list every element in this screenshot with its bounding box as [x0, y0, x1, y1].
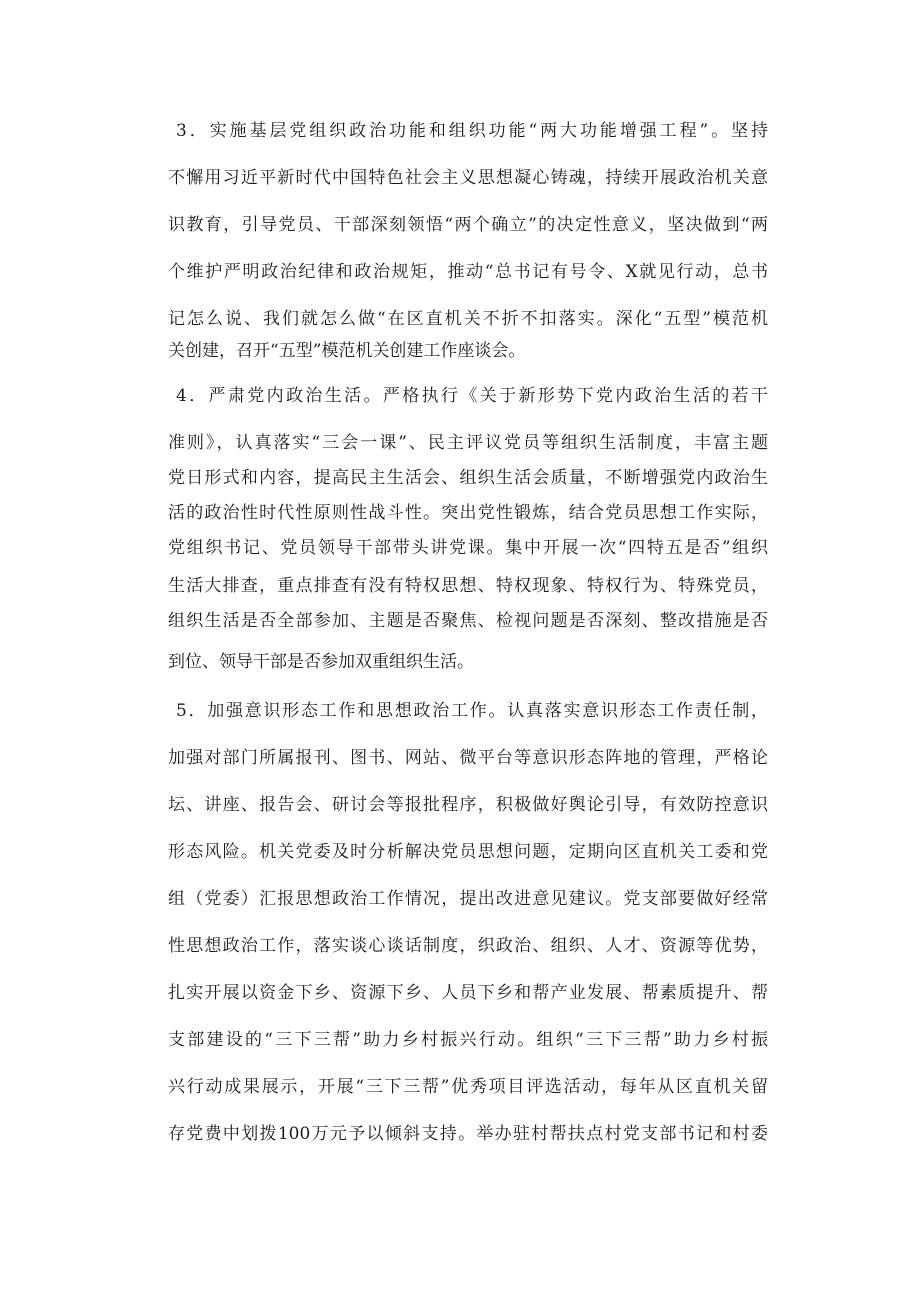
text-line: 组织生活是否全部参加、主题是否聚焦、检视问题是否深刻、整改措施是否 — [168, 611, 768, 631]
text-line: 形态风险。机关党委及时分析解决党员思想问题，定期向区直机关工委和党 — [168, 842, 768, 862]
text-line: 个维护严明政治纪律和政治规矩，推动“总书记有号令、X就见行动，总书 — [168, 262, 768, 282]
text-line: 4．严肃党内政治生活。严格执行《关于新形势下党内政治生活的若干 — [176, 386, 768, 406]
text-line: 关创建，召开“五型”模范机关创建工作座谈会。 — [168, 341, 526, 361]
text-line: 扎实开展以资金下乡、资源下乡、人员下乡和帮产业发展、帮素质提升、帮 — [168, 983, 768, 1003]
text-line: 加强对部门所属报刊、图书、网站、微平台等意识形态阵地的管理，严格论 — [168, 748, 768, 768]
text-line: 记怎么说、我们就怎么做“在区直机关不折不扣落实。深化“五型”模范机 — [168, 309, 768, 329]
text-line: 组（党委）汇报思想政治工作情况，提出改进意见建议。党支部要做好经常 — [168, 889, 768, 909]
text-line: 准则》，认真落实“三会一课”、民主评议党员等组织生活制度，丰富主题 — [168, 433, 768, 453]
text-line: 性思想政治工作，落实谈心谈话制度，织政治、组织、人才、资源等优势， — [168, 936, 768, 956]
text-line: 3．实施基层党组织政治功能和组织功能“两大功能增强工程”。坚持 — [176, 121, 768, 141]
text-line: 坛、讲座、报告会、研讨会等报批程序，积极做好舆论引导，有效防控意识 — [168, 795, 768, 815]
text-line: 5．加强意识形态工作和思想政治工作。认真落实意识形态工作责任制， — [176, 701, 768, 721]
text-line: 支部建设的“三下三帮”助力乡村振兴行动。组织“三下三帮”助力乡村振 — [168, 1030, 768, 1050]
text-line: 存党费中划拨100万元予以倾斜支持。举办驻村帮扶点村党支部书记和村委 — [168, 1124, 768, 1144]
text-line: 不懈用习近平新时代中国特色社会主义思想凝心铸魂，持续开展政治机关意 — [168, 168, 768, 188]
text-line: 党组织书记、党员领导干部带头讲党课。集中开展一次“四特五是否”组织 — [168, 538, 768, 558]
text-line: 活的政治性时代性原则性战斗性。突出党性锻炼，结合党员思想工作实际， — [168, 503, 768, 523]
text-line: 到位、领导干部是否参加双重组织生活。 — [168, 652, 474, 672]
text-line: 生活大排查，重点排查有没有特权思想、特权现象、特权行为、特殊党员， — [168, 576, 768, 596]
text-line: 党日形式和内容，提高民主生活会、组织生活会质量，不断增强党内政治生 — [168, 468, 768, 488]
text-line: 兴行动成果展示，开展“三下三帮”优秀项目评选活动，每年从区直机关留 — [168, 1077, 768, 1097]
text-line: 识教育，引导党员、干部深刻领悟“两个确立”的决定性意义，坚决做到“两 — [168, 215, 768, 235]
